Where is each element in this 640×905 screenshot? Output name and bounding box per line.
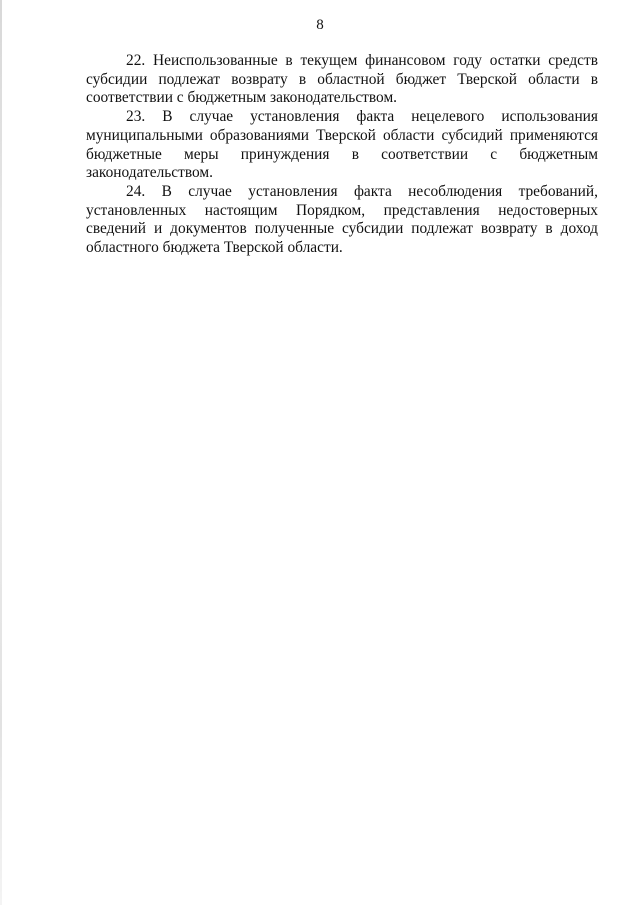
scan-edge-shadow — [0, 0, 2, 905]
document-body — [86, 52, 598, 258]
paragraph-23: 23. В случае установления факта нецелевого использования муниципальными образованиями Тверской области субсидий применяются бюджетные меры принуждения в соответствии с бюджетным законодательством. — [86, 108, 598, 182]
paragraph-24: 24. В случае установления факта несоблюдения требований, установленных настоящим Порядком, представления недостоверных сведений и документов полученные субсидии подлежат возврату в доход областного бюджета Тверской области. — [86, 182, 598, 257]
page-number: 8 — [316, 17, 324, 33]
paragraph-22: 22. Неиспользованные в текущем финансовом году остатки средств субсидии подлежат возврату в областной бюджет Тверской области в соответствии с бюджетным законодательством. — [86, 52, 598, 107]
